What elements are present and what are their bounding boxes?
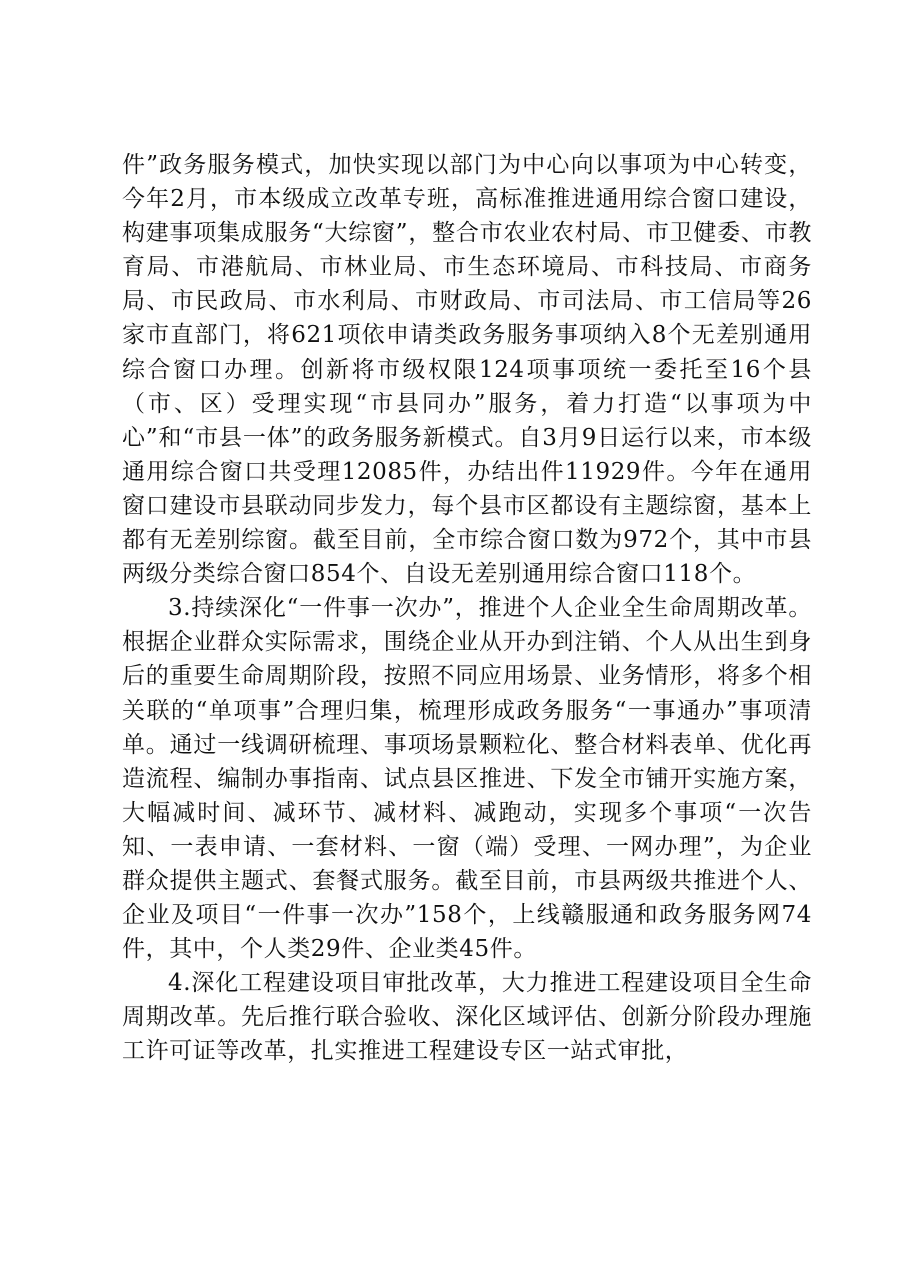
document-body <box>122 148 812 1069</box>
paragraph-item-4: 4.深化工程建设项目审批改革，大力推进工程建设项目全生命周期改革。先后推行联合验收、深化区域评估、创新分阶段办理施工许可证等改革，扎实推进工程建设专区一站式审批， <box>122 970 812 1065</box>
paragraph-item-3: 3.持续深化“一件事一次办”，推进个人企业全生命周期改革。根据企业群众实际需求，围绕企业从开办到注销、个人从出生到身后的重要生命周期阶段，按照不同应用场景、业务情形，将多个相关联的“单项事”合理归集，梳理形成政务服务“一事通办”事项清单。通过一线调研梳理、事项场景颗粒化、整合材料表单、优化再造流程、编制办事指南、试点县区推进、下发全市铺开实施方案，大幅减时间、减环节、减材料、减跑动，实现多个事项“一次告知、一表申请、一套材料、一窗（端）受理、一网办理”，为企业群众提供主题式、套餐式服务。截至目前，市县两级共推进个人、企业及项目“一件事一次办”158个，上线赣服通和政务服务网74件，其中，个人类29件、企业类45件。 <box>122 595 812 963</box>
paragraph-continuation: 件”政务服务模式，加快实现以部门为中心向以事项为中心转变，今年2月，市本级成立改革专班，高标准推进通用综合窗口建设，构建事项集成服务“大综窗”，整合市农业农村局、市卫健委、市教育局、市港航局、市林业局、市生态环境局、市科技局、市商务局、市民政局、市水利局、市财政局、市司法局、市工信局等26家市直部门，将621项依申请类政务服务事项纳入8个无差别通用综合窗口办理。创新将市级权限124项事项统一委托至16个县（市、区）受理实现“市县同办”服务，着力打造“以事项为中心”和“市县一体”的政务服务新模式。自3月9日运行以来，市本级通用综合窗口共受理12085件，办结出件11929件。今年在通用窗口建设市县联动同步发力，每个县市区都设有主题综窗，基本上都有无差别综窗。截至目前，全市综合窗口数为972个，其中市县两级分类综合窗口854个、自设无差别通用综合窗口118个。 <box>122 152 812 588</box>
